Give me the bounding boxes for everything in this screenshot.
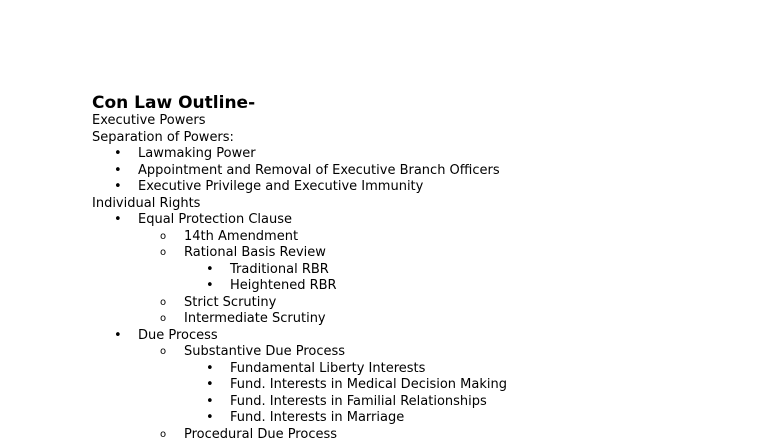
outline-text: Heightened RBR [230, 278, 337, 293]
outline-line [92, 245, 752, 262]
outline-text: Fund. Interests in Familial Relationships [230, 393, 487, 409]
outline-text: Fund. Interests in Medical Decision Making [230, 377, 507, 392]
circle-bullet-icon: o [160, 230, 167, 242]
bullet-icon: • [114, 327, 122, 343]
circle-bullet-icon: o [160, 346, 167, 357]
bullet-icon: • [206, 278, 214, 293]
outline-text: Executive Privilege and Executive Immunity [138, 179, 424, 194]
circle-bullet-icon: o [160, 313, 167, 324]
outline-line [92, 427, 752, 441]
outline-line [92, 311, 752, 328]
outline-text: Separation of Powers: [92, 129, 234, 145]
outline-line [92, 344, 752, 361]
circle-bullet-icon: o [160, 247, 167, 258]
bullet-icon: • [114, 162, 122, 178]
outline-line [92, 212, 752, 229]
circle-bullet-icon: o [160, 296, 167, 308]
bullet-icon: • [114, 146, 122, 161]
outline-line [92, 328, 752, 345]
bullet-icon: • [206, 261, 214, 277]
bullet-icon: • [206, 393, 214, 409]
outline-text: 14th Amendment [184, 228, 299, 244]
outline-text: Fundamental Liberty Interests [230, 360, 426, 376]
outline-text: Executive Powers [92, 113, 206, 128]
outline-text: Equal Protection Clause [138, 212, 292, 227]
outline-text: Fund. Interests in Marriage [230, 410, 405, 425]
outline-line [92, 361, 752, 378]
document-body[interactable] [92, 93, 752, 441]
outline-text: Individual Rights [92, 195, 201, 211]
outline-text: Substantive Due Process [184, 344, 346, 359]
outline-text: Procedural Due Process [184, 426, 338, 441]
outline-line [92, 295, 752, 312]
outline-line [92, 394, 752, 411]
outline-text: Rational Basis Review [184, 245, 326, 260]
bullet-icon: • [206, 360, 214, 376]
outline-line [92, 113, 752, 130]
outline-line [92, 229, 752, 246]
outline-text: Intermediate Scrutiny [184, 311, 326, 326]
outline-text: Appointment and Removal of Executive Branch Officers [138, 162, 500, 178]
circle-bullet-icon: o [160, 428, 167, 440]
outline-text: Traditional RBR [230, 261, 329, 277]
outline-text: Lawmaking Power [138, 146, 256, 161]
document-title: Con Law Outline- [92, 93, 256, 113]
outline-line [92, 196, 752, 213]
outline-text: Due Process [138, 327, 218, 343]
bullet-icon: • [114, 212, 122, 227]
outline-text: Strict Scrutiny [184, 294, 277, 310]
outline-line [92, 163, 752, 180]
bullet-icon: • [114, 179, 122, 194]
outline-line [92, 262, 752, 279]
outline-line [92, 278, 752, 295]
outline-line [92, 146, 752, 163]
outline-line [92, 179, 752, 196]
outline-line [92, 377, 752, 394]
bullet-icon: • [206, 377, 214, 392]
bullet-icon: • [206, 410, 214, 425]
outline-line [92, 410, 752, 427]
outline-line [92, 130, 752, 147]
